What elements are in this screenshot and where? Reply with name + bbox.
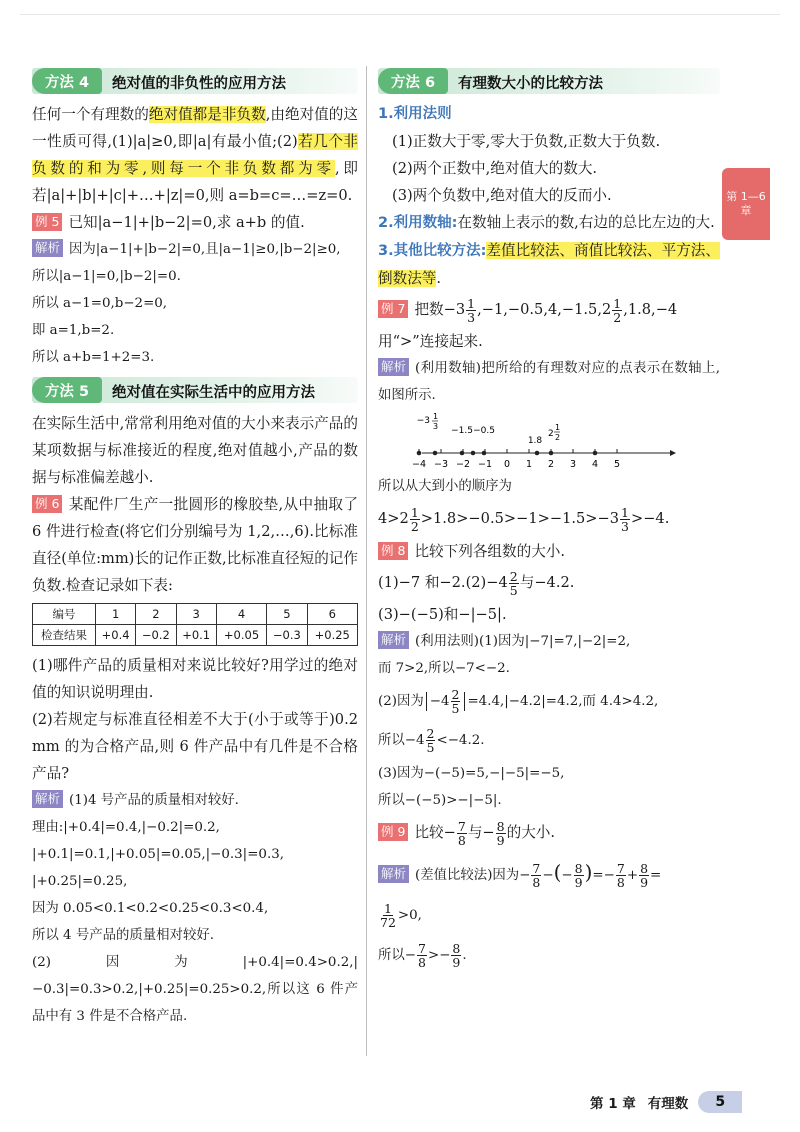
tick-label: 2: [547, 459, 555, 470]
fraction: $\frac{8}{9}$: [452, 941, 461, 970]
subheading-2: 2.利用数轴:在数轴上表示的数,右边的总比左边的大.: [378, 214, 715, 231]
point-4: [593, 451, 598, 456]
fraction: $\frac{7}{8}$: [418, 941, 426, 970]
tick-label: 3: [569, 459, 577, 470]
subheading-1: 1.利用法则: [378, 106, 452, 122]
method-5-text: 在实际生活中,常常利用绝对值的大小来表示产品的某项数据与标准接近的程度,绝对值越小,产品的数据与标准偏差越小.: [32, 415, 358, 486]
method-6-header: [378, 68, 720, 94]
rule-1: (1)正数大于零,零大于负数,正数大于负数.: [392, 133, 661, 150]
solution-8-line-1: 解析 (利用法则)(1)因为|−7|=7,|−2|=2,: [378, 628, 720, 655]
method-5-header: [32, 377, 358, 403]
table-cell: +0.4: [96, 625, 136, 646]
method-5-title: 绝对值在实际生活中的应用方法: [112, 385, 315, 401]
footer-chapter-name: 有理数: [647, 1096, 689, 1112]
example-8: 例 8 比较下列各组数的大小.: [378, 538, 720, 565]
solution-5-line-3: 所以 a−1=0,b−2=0,: [32, 296, 168, 311]
example-6-tag: 例 6: [32, 495, 62, 513]
example-8-items: (1)−7 和−2.(2)−4 $\frac{2}{5}$ 与−4.2.: [378, 568, 575, 598]
fraction: $\frac{1}{72}$: [380, 901, 396, 930]
right-column: [378, 62, 720, 976]
solution-6-line-2: 理由:|+0.4|=0.4,|−0.2|=0.2,: [32, 820, 220, 835]
solution-tag: 解析: [32, 790, 63, 808]
solution-9-line-1: 解析 (差值比较法)因为− $\frac{7}{8}$ −(− $\frac{8}{9}$ )=− $\frac{7}{8}$ + $\frac{8}{9}$ =: [378, 852, 720, 896]
example-9: 例 9 比较− $\frac{7}{8}$ 与− $\frac{8}{9}$ 的大小.: [378, 814, 720, 852]
solution-6-line-7: (2)因为|+0.4|=0.4>0.2,|−0.3|=0.3>0.2,|+0.25|=0.25>0.2,所以这 6 件产品中有 3 件是不合格产品.: [32, 955, 358, 1024]
method-4-text: 任何一个有理数的绝对值都是非负数,由绝对值的这一性质可得,(1)|a|≥0,即|a|有最小值;(2)若几个非负数的和为零,则每一个非负数都为零,即若|a|+|b|+|c|+…+|z|=0,则 a=b=c=…=z=0.: [32, 106, 358, 204]
fraction: $\frac{1}{3}$: [621, 504, 629, 534]
table-cell: +0.25: [307, 625, 358, 646]
fraction: $\frac{1}{2}$: [410, 504, 419, 534]
solution-8-line-5: (3)因为−(−5)=5,−|−5|=−5,: [378, 766, 565, 781]
footer-chapter: 第 1 章: [590, 1096, 636, 1112]
example-6: 例 6 某配件厂生产一批圆形的橡胶垫,从中抽取了 6 件进行检查(将它们分别编号为 1,2,…,6).比标准直径(单位:mm)长的记作正数,比标准直径短的记作负数.检查记录如下表:: [32, 496, 358, 594]
example-5: 例 5 已知|a−1|+|b−2|=0,求 a+b 的值.: [32, 209, 358, 236]
table-cell: −0.3: [267, 625, 307, 646]
svg-text:−0.5: −0.5: [473, 426, 495, 436]
table-cell: 3: [176, 604, 216, 625]
inspection-table: [32, 603, 358, 646]
table-cell: 检查结果: [33, 625, 96, 646]
solution-9-line-3: 所以− $\frac{7}{8}$ >− $\frac{8}{9}$ .: [378, 941, 467, 970]
point-neg-4: [417, 451, 422, 456]
solution-tag: 解析: [378, 358, 409, 376]
solution-tag: 解析: [378, 631, 409, 649]
solution-9-line-2: $\frac{1}{72}$ >0,: [380, 901, 422, 930]
fraction: $\frac{8}{9}$: [640, 861, 649, 890]
top-rule: [20, 14, 780, 15]
fraction: $\frac{2}{5}$: [426, 726, 435, 755]
svg-text:2: 2: [548, 429, 554, 439]
tick-label: 0: [503, 459, 511, 470]
method-6-tag: 方法 6: [378, 68, 448, 94]
example-7-tag: 例 7: [378, 300, 408, 318]
order-result: 4>2 $\frac{1}{2}$ >1.8>−0.5>−1>−1.5>−3 $\frac{1}{3}$ >−4.: [378, 504, 670, 534]
svg-text:3: 3: [433, 422, 439, 431]
fraction: $\frac{1}{3}$: [467, 295, 476, 325]
solution-8-line-2: 而 7>2,所以−7<−2.: [378, 661, 510, 676]
point-1-8: [528, 436, 543, 455]
example-9-tag: 例 9: [378, 823, 408, 841]
number-line: [378, 409, 720, 473]
svg-text:1.8: 1.8: [527, 436, 543, 446]
point-2-1-2: [548, 423, 560, 455]
subheading-3: 3.其他比较方法:差值比较法、商值比较法、平方法、倒数法等.: [378, 242, 720, 287]
svg-text:1: 1: [555, 423, 561, 432]
question-1: (1)哪件产品的质量相对来说比较好?用学过的绝对值的知识说明理由.: [32, 657, 358, 701]
page-footer: [590, 1092, 742, 1112]
table-row: [33, 604, 358, 625]
example-7: 例 7 把数−3 $\frac{1}{3}$ ,−1,−0.5,4,−1.5,2 $\frac{1}{2}$ ,1.8,−4: [378, 292, 720, 328]
svg-text:−1.5: −1.5: [451, 426, 473, 436]
method-4-title: 绝对值的非负性的应用方法: [112, 76, 286, 92]
left-column: [32, 62, 358, 1030]
tick-label: −4: [411, 459, 427, 470]
solution-7: 解析 (利用数轴)把所给的有理数对应的点表示在数轴上,如图所示.: [378, 359, 720, 403]
example-7-cont: 用“>”连接起来.: [378, 333, 483, 350]
table-cell: +0.05: [216, 625, 266, 646]
point-neg-0-5: [473, 426, 495, 455]
method-4-tag: 方法 4: [32, 68, 102, 94]
fraction: $\frac{7}{8}$: [616, 861, 625, 890]
rule-3: (3)两个负数中,绝对值大的反而小.: [392, 187, 612, 204]
tick-label: 1: [525, 459, 533, 470]
tick-label: 5: [613, 459, 621, 470]
fraction: $\frac{1}{2}$: [613, 295, 622, 325]
fraction: $\frac{8}{9}$: [574, 861, 583, 890]
fraction: $\frac{7}{8}$: [532, 861, 541, 890]
method-4-header: [32, 68, 358, 94]
tick-label: −2: [455, 459, 471, 470]
rule-2: (2)两个正数中,绝对值大的数大.: [392, 160, 598, 177]
table-cell: 1: [96, 604, 136, 625]
column-divider: [366, 66, 367, 1056]
table-cell: 4: [216, 604, 266, 625]
solution-5-line-5: 所以 a+b=1+2=3.: [32, 350, 155, 365]
number-line-svg: [378, 409, 720, 473]
solution-8-line-4: 所以−4 $\frac{2}{5}$ <−4.2.: [378, 726, 485, 755]
example-5-tag: 例 5: [32, 213, 62, 231]
solution-5-line-1: 解析 因为|a−1|+|b−2|=0,且|a−1|≥0,|b−2|≥0,: [32, 236, 358, 263]
solution-tag: 解析: [378, 865, 409, 883]
method-5-tag: 方法 5: [32, 377, 102, 403]
solution-5-line-4: 即 a=1,b=2.: [32, 323, 115, 338]
page-number: 5: [698, 1091, 742, 1113]
table-cell: 5: [267, 604, 307, 625]
solution-6-line-3: |+0.1|=0.1,|+0.05|=0.05,|−0.3|=0.3,: [32, 847, 284, 862]
example-8-item-3: (3)−(−5)和−|−5|.: [378, 606, 507, 623]
axis-arrow: [670, 450, 676, 456]
point-neg-1: [471, 451, 476, 456]
point-neg-1-5: [451, 426, 473, 455]
solution-6-line-6: 所以 4 号产品的质量相对较好.: [32, 928, 214, 943]
svg-text:1: 1: [433, 412, 439, 421]
chapter-side-tab: 第 1—6 章: [722, 168, 770, 240]
method-6-title: 有理数大小的比较方法: [458, 76, 603, 92]
tick-label: 4: [591, 459, 599, 470]
table-cell: 编号: [33, 604, 96, 625]
table-cell: 6: [307, 604, 358, 625]
solution-8-line-6: 所以−(−5)>−|−5|.: [378, 793, 502, 808]
order-intro: 所以从大到小的顺序为: [378, 479, 512, 494]
solution-8-line-3: (2)因为 −4 $\frac{2}{5}$ =4.4,|−4.2|=4.2,而 4.4>4.2,: [378, 687, 659, 716]
table-cell: 2: [136, 604, 176, 625]
svg-text:2: 2: [555, 433, 561, 442]
solution-6-line-1: 解析 (1)4 号产品的质量相对较好.: [32, 787, 358, 814]
tick-label: −3: [433, 459, 449, 470]
example-8-tag: 例 8: [378, 542, 408, 560]
ticks: [412, 449, 620, 470]
table-cell: +0.1: [176, 625, 216, 646]
fraction: $\frac{7}{8}$: [457, 818, 466, 848]
table-row: [33, 625, 358, 646]
point-neg-3-1-3: [417, 412, 438, 455]
fraction: $\frac{8}{9}$: [496, 818, 505, 848]
solution-5-line-2: 所以|a−1|=0,|b−2|=0.: [32, 269, 181, 284]
question-2: (2)若规定与标准直径相差不大于(小于或等于)0.2 mm 的为合格产品,则 6 件产品中有几件是不合格产品?: [32, 711, 358, 782]
fraction: $\frac{2}{5}$: [451, 687, 460, 716]
fraction: $\frac{2}{5}$: [509, 568, 518, 598]
table-cell: −0.2: [136, 625, 176, 646]
solution-6-line-4: |+0.25|=0.25,: [32, 874, 128, 889]
solution-tag: 解析: [32, 239, 63, 257]
tick-label: −1: [477, 459, 493, 470]
svg-text:−3: −3: [416, 416, 430, 426]
solution-6-line-5: 因为 0.05<0.1<0.2<0.25<0.3<0.4,: [32, 901, 269, 916]
